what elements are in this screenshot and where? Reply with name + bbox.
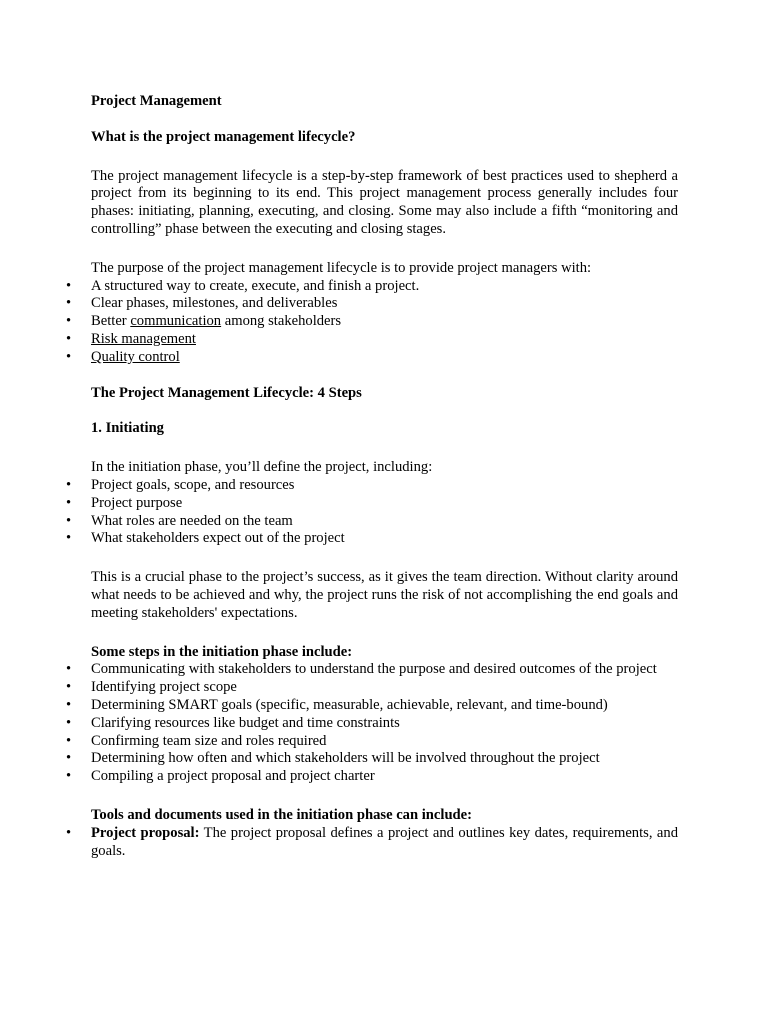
list-item: • Clear phases, milestones, and deliverables — [66, 295, 338, 312]
list-item: • What stakeholders expect out of the project — [66, 530, 345, 547]
list-item: • Determining SMART goals (specific, measurable, achievable, relevant, and time-bound) — [66, 696, 608, 713]
list-item: • Project purpose — [66, 494, 183, 511]
bullet-icon: • — [66, 824, 72, 841]
bullet-icon: • — [66, 696, 72, 713]
project-proposal-label: Project proposal: — [91, 824, 200, 841]
bullet-icon: • — [66, 277, 72, 294]
list-item: • What roles are needed on the team — [66, 512, 293, 529]
list-item: • Clarifying resources like budget and time constraints — [66, 714, 400, 731]
bullet-icon: • — [66, 476, 72, 493]
quality-control-link[interactable]: Quality control — [91, 348, 180, 365]
purpose-list — [66, 277, 678, 367]
bullet-icon: • — [66, 348, 72, 365]
bullet-icon: • — [66, 295, 72, 312]
list-item: • A structured way to create, execute, and finish a project. — [66, 277, 420, 294]
intro-paragraph: The project management lifecycle is a step-by-step framework of best practices used to shepherd a project from its beginning to its end. This project management process generally includes four phases: initiating, planning, executing, and closing. Some may also include a fifth “monitoring and controlling” phase between the executing and closing stages. — [91, 167, 678, 237]
initiation-steps-heading: Some steps in the initiation phase include: — [91, 643, 353, 660]
document-body — [66, 93, 678, 860]
bullet-icon: • — [66, 330, 72, 347]
initiation-list — [66, 476, 678, 548]
project-proposal-text: The project proposal defines a project and outlines key dates, requirements, and goals. — [91, 824, 678, 859]
tools-list — [66, 824, 678, 861]
bullet-icon: • — [66, 494, 72, 511]
purpose-intro: The purpose of the project management lifecycle is to provide project managers with: — [91, 259, 592, 276]
bullet-icon: • — [66, 679, 72, 696]
list-item: • Confirming team size and roles required — [66, 732, 327, 749]
bullet-icon: • — [66, 750, 72, 767]
bullet-icon: • — [66, 768, 72, 785]
bullet-icon: • — [66, 732, 72, 749]
bullet-icon: • — [66, 313, 72, 330]
bullet-icon: • — [66, 512, 72, 529]
document-title: Project Management — [91, 93, 222, 109]
list-item: • Compiling a project proposal and project charter — [66, 768, 375, 785]
initiation-steps-list — [66, 661, 678, 786]
bullet-icon: • — [66, 661, 72, 678]
bullet-icon: • — [66, 530, 72, 547]
initiating-heading: 1. Initiating — [91, 420, 164, 437]
crucial-phase-paragraph: This is a crucial phase to the project’s success, as it gives the team direction. Without clarity around what needs to be achieved and why, the project runs the risk of not accomplishing the end goals and meeting stakeholders' expectations. — [91, 569, 678, 621]
list-item — [66, 824, 678, 861]
list-item: • Better communication among stakeholders — [66, 313, 342, 330]
list-item: • Communicating with stakeholders to understand the purpose and desired outcomes of the project — [66, 661, 657, 678]
lifecycle-question-heading: What is the project management lifecycle? — [91, 128, 356, 145]
list-item: • Determining how often and which stakeholders will be involved throughout the project — [66, 750, 600, 767]
list-item — [66, 348, 678, 367]
tools-heading: Tools and documents used in the initiation phase can include: — [91, 806, 473, 823]
list-item — [66, 330, 678, 349]
communication-link[interactable]: communication — [130, 313, 222, 330]
risk-management-link[interactable]: Risk management — [91, 330, 196, 347]
list-item: • Identifying project scope — [66, 679, 237, 696]
list-item: • Project goals, scope, and resources — [66, 476, 295, 493]
initiation-intro: In the initiation phase, you’ll define the project, including: — [91, 459, 433, 476]
steps-heading: The Project Management Lifecycle: 4 Steps — [91, 384, 362, 401]
bullet-icon: • — [66, 714, 72, 731]
